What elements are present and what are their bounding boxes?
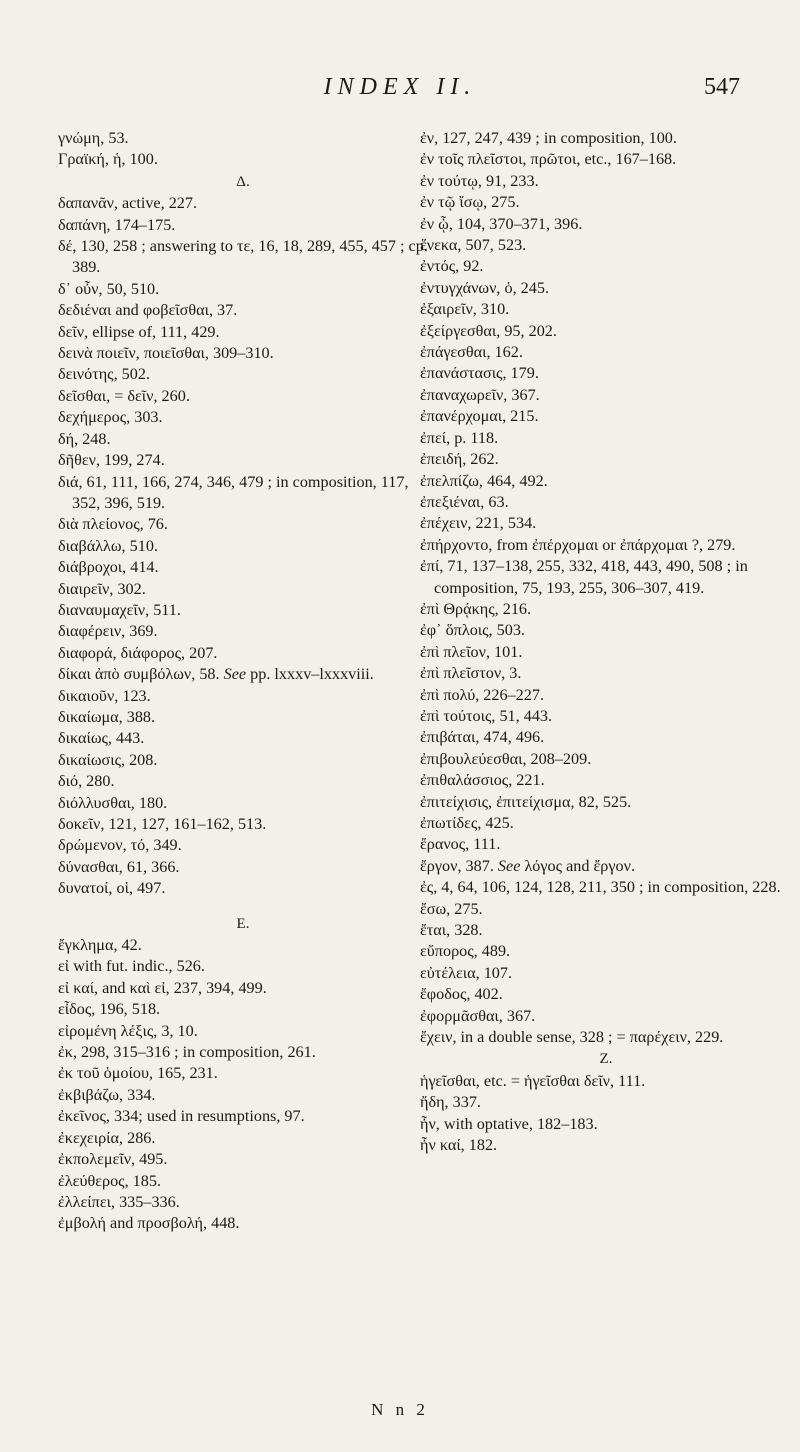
entry-text: ἐξαιρεῖν, 310. (420, 300, 510, 319)
entry-text: δικαίωμα, 388. (58, 707, 156, 726)
entry-text: δοκεῖν, 121, 127, 161–162, 513. (58, 815, 267, 833)
entry-text: ἦν, with optative, 182–183. (420, 1114, 598, 1133)
index-entry (58, 956, 428, 977)
entry-text: ἔφοδος, 402. (420, 985, 503, 1004)
entry-text: ἤδη, 337. (420, 1093, 481, 1112)
entry-text: ἐντυγχάνων, ὁ, 245. (420, 278, 550, 297)
entry-text: ἐπαναχωρεῖν, 367. (420, 385, 540, 404)
index-entry (420, 599, 792, 620)
index-entry (58, 407, 428, 428)
entry-text: ἐπειδή, 262. (420, 450, 499, 469)
entry-text: ἐπάγεσθαι, 162. (420, 343, 523, 362)
page-number: 547 (704, 74, 740, 100)
index-entry (58, 429, 428, 450)
entry-text: δικαιοῦν, 123. (58, 686, 151, 705)
index-entry (58, 600, 428, 621)
index-entry (420, 727, 792, 748)
entry-text: ἐν ᾧ, 104, 370–371, 396. (420, 214, 583, 233)
section-letter: Δ. (236, 173, 250, 190)
index-entry (420, 385, 792, 406)
index-entry (420, 984, 792, 1005)
entry-text: ἕνεκα, 507, 523. (420, 236, 527, 255)
left-column (58, 128, 428, 1235)
entry-text: ἐκ, 298, 315–316 ; in composition, 261. (58, 1043, 316, 1062)
index-entry (420, 235, 792, 256)
index-entry (58, 536, 428, 557)
entry-text: ἐκβιβάζω, 334. (58, 1085, 156, 1104)
index-entry (58, 364, 428, 385)
entry-text: ἔται, 328. (420, 921, 483, 940)
entry-text: ἐκεχειρία, 286. (58, 1128, 156, 1147)
index-entry (58, 999, 428, 1020)
index-entry (58, 1063, 428, 1084)
entry-text: διαιρεῖν, 302. (58, 579, 146, 598)
entry-text: δυνατοί, οἱ, 497. (58, 879, 166, 898)
index-entry (58, 814, 428, 835)
running-head: INDEX II. (323, 74, 477, 100)
index-entry (420, 685, 792, 706)
index-entry (420, 535, 792, 556)
entry-text: ἐπὶ τούτοις, 51, 443. (420, 706, 553, 725)
entry-text: δ᾽ οὖν, 50, 510. (58, 279, 160, 298)
cross-reference-label: See (497, 856, 521, 875)
index-entry (420, 256, 792, 277)
entry-text: γνώμη, 53. (58, 129, 129, 147)
entry-text: δεινότης, 502. (58, 365, 150, 384)
entry-text: δίκαι ἀπὸ συμβόλων, 58. (58, 665, 220, 684)
index-entry (420, 149, 792, 170)
entry-text: ἐπὶ Θρᾴκης, 216. (420, 599, 532, 618)
index-entry (420, 941, 792, 962)
index-entry (58, 728, 428, 749)
index-entry (420, 813, 792, 834)
entry-text: ἐπελπίζω, 464, 492. (420, 471, 548, 490)
index-entry (420, 214, 792, 235)
index-entry (420, 706, 792, 727)
entry-text: εἰ with fut. indic., 526. (58, 957, 205, 976)
index-entry (420, 920, 792, 941)
index-entry (420, 642, 792, 663)
entry-text: διόλλυσθαι, 180. (58, 793, 168, 812)
entry-text: δαπανᾶν, active, 227. (58, 194, 198, 213)
entry-text: ἐπὶ πλεῖον, 101. (420, 642, 523, 661)
index-entry (58, 621, 428, 642)
entry-text: διαφέρειν, 369. (58, 622, 158, 641)
index-entry (58, 1085, 428, 1106)
index-entry (58, 236, 428, 279)
entry-text: δεχήμερος, 303. (58, 408, 163, 427)
entry-text: ἐν, 127, 247, 439 ; in composition, 100. (420, 129, 677, 147)
entry-text: ἐπιβουλεύεσθαι, 208–209. (420, 749, 592, 768)
index-entry (420, 278, 792, 299)
entry-text: ἐπιβάται, 474, 496. (420, 728, 545, 747)
index-entry (420, 1135, 792, 1156)
section-letter: Ζ. (599, 1051, 613, 1068)
index-entry (58, 514, 428, 535)
entry-text: ἐφ᾽ ὅπλοις, 503. (420, 621, 525, 640)
index-entry (58, 1128, 428, 1149)
index-entry (420, 792, 792, 813)
entry-text: ἐπιτείχισις, ἐπιτείχισμα, 82, 525. (420, 792, 632, 811)
entry-text: ἐπωτίδες, 425. (420, 814, 514, 832)
index-entry (58, 1171, 428, 1192)
index-entry (420, 406, 792, 427)
entry-text: ἐν τοῖς πλεῖστοι, πρῶτοι, etc., 167–168. (420, 150, 677, 169)
index-entry (58, 1106, 428, 1127)
index-entry (420, 963, 792, 984)
index-entry (58, 771, 428, 792)
entry-text: ἐπιθαλάσσιος, 221. (420, 771, 545, 790)
entry-text: ἐκ τοῦ ὁμοίου, 165, 231. (58, 1064, 218, 1083)
entry-text: δή, 248. (58, 429, 111, 448)
entry-text: ἐπεί, p. 118. (420, 428, 499, 447)
entry-text: ἐμβολή and προσβολή, 448. (58, 1214, 240, 1233)
index-entry (420, 1114, 792, 1135)
entry-text: διὰ πλείονος, 76. (58, 515, 168, 534)
entry-text: ἐν τούτῳ, 91, 233. (420, 171, 539, 190)
index-entry (58, 978, 428, 999)
index-entry (58, 878, 428, 899)
entry-text: δεινὰ ποιεῖν, ποιεῖσθαι, 309–310. (58, 344, 274, 363)
right-column (420, 128, 792, 1157)
cross-reference-target: λόγος and ἔργον. (524, 856, 635, 875)
section-letter: Ε. (236, 915, 250, 932)
index-entry (58, 386, 428, 407)
entry-text: ἔχειν, in a double sense, 328 ; = παρέχειν, 229. (420, 1028, 724, 1047)
index-entry (420, 428, 792, 449)
entry-text: ἐς, 4, 64, 106, 124, 128, 211, 350 ; in composition, 228. (420, 878, 781, 897)
index-entry (420, 492, 792, 513)
index-entry (420, 321, 792, 342)
entry-text: ἔγκλημα, 42. (58, 936, 142, 955)
entry-text: δρώμενον, τό, 349. (58, 836, 182, 855)
index-entry (420, 556, 792, 599)
index-entry (420, 620, 792, 641)
entry-text: εἰρομένη λέξις, 3, 10. (58, 1021, 198, 1040)
index-entry (420, 1006, 792, 1027)
index-entry (420, 749, 792, 770)
index-entry (58, 193, 428, 214)
index-entry (58, 1149, 428, 1170)
entry-text: ἐπέχειν, 221, 534. (420, 514, 537, 533)
entry-text: δικαίως, 443. (58, 729, 145, 748)
index-entry (58, 300, 428, 321)
index-entry (420, 299, 792, 320)
index-entry (58, 857, 428, 878)
index-entry (58, 343, 428, 364)
entry-text: διαβάλλω, 510. (58, 536, 158, 555)
entry-text: ἐπὶ πολύ, 226–227. (420, 685, 545, 704)
entry-text: ἐλεύθερος, 185. (58, 1171, 162, 1190)
entry-text: δεῖσθαι, = δεῖν, 260. (58, 386, 190, 405)
entry-text: ἐντός, 92. (420, 257, 484, 276)
index-entry (58, 1042, 428, 1063)
index-entry (420, 834, 792, 855)
index-entry (58, 935, 428, 956)
index-entry (58, 579, 428, 600)
index-entry (420, 1071, 792, 1092)
entry-text: ἐπί, 71, 137–138, 255, 332, 418, 443, 490, 508 ; in composition, 75, 193, 255, 306–307, 419. (420, 557, 748, 597)
index-entry (58, 643, 428, 664)
index-entry (58, 1021, 428, 1042)
entry-text: δαπάνη, 174–175. (58, 215, 176, 234)
index-entry (420, 1027, 792, 1048)
index-entry (58, 128, 428, 149)
index-entry (420, 363, 792, 384)
index-entry (58, 557, 428, 578)
entry-text: ἐπανέρχομαι, 215. (420, 407, 539, 426)
index-entry (420, 770, 792, 791)
entry-text: ἐπὶ πλεῖστον, 3. (420, 664, 522, 683)
index-entry (58, 1213, 428, 1234)
entry-text: διάβροχοι, 414. (58, 558, 159, 577)
index-entry (420, 471, 792, 492)
entry-text: ἐφορμᾶσθαι, 367. (420, 1006, 536, 1025)
cross-reference-target: pp. lxxxv–lxxxviii. (250, 665, 374, 684)
entry-text: ἐκπολεμεῖν, 495. (58, 1150, 168, 1169)
index-entry (420, 877, 792, 898)
entry-text: διαναυμαχεῖν, 511. (58, 600, 181, 619)
index-entry (420, 449, 792, 470)
printer-signature: N n 2 (371, 1400, 429, 1419)
entry-text: εἶδος, 196, 518. (58, 1000, 161, 1019)
entry-text: δύνασθαι, 61, 366. (58, 857, 180, 876)
index-entry (420, 899, 792, 920)
index-entry (420, 342, 792, 363)
index-entry (420, 128, 792, 149)
entry-text: διό, 280. (58, 772, 115, 791)
entry-text: ἐξείργεσθαι, 95, 202. (420, 321, 557, 340)
index-entry (58, 215, 428, 236)
entry-text: ἐν τῷ ἴσῳ, 275. (420, 193, 520, 212)
entry-text: ἔρανος, 111. (420, 835, 501, 854)
index-entry (58, 835, 428, 856)
index-entry (58, 750, 428, 771)
entry-text: δῆθεν, 199, 274. (58, 451, 165, 470)
entry-text: διαφορά, διάφορος, 207. (58, 643, 218, 662)
entry-text: ἔργον, 387. (420, 856, 494, 875)
entry-text: ἦν καί, 182. (420, 1136, 498, 1155)
entry-text: δικαίωσις, 208. (58, 750, 158, 769)
entry-text: δεδιέναι and φοβεῖσθαι, 37. (58, 301, 238, 320)
entry-text: ἐκεῖνος, 334; used in resumptions, 97. (58, 1107, 305, 1126)
index-entry (58, 472, 428, 515)
entry-text: διά, 61, 111, 166, 274, 346, 479 ; in composition, 117, 352, 396, 519. (58, 472, 409, 512)
index-entry (420, 513, 792, 534)
cross-reference-label: See (223, 665, 247, 684)
index-entry (420, 663, 792, 684)
entry-text: δεῖν, ellipse of, 111, 429. (58, 322, 220, 341)
index-entry (420, 192, 792, 213)
entry-text: ἐπανάστασις, 179. (420, 364, 539, 383)
index-entry (58, 707, 428, 728)
entry-text: ἐλλείπει, 335–336. (58, 1192, 180, 1211)
index-entry (420, 1092, 792, 1113)
index-entry (58, 322, 428, 343)
entry-text: ἐπήρχοντο, from ἐπέρχομαι or ἐπάρχομαι ?, 279. (420, 535, 736, 554)
page-header (0, 68, 800, 108)
index-entry (58, 664, 428, 685)
entry-text: εὐτέλεια, 107. (420, 963, 513, 982)
entry-text: ἐπεξιέναι, 63. (420, 492, 509, 511)
entry-text: Γραϊκή, ἡ, 100. (58, 150, 158, 169)
index-entry (58, 793, 428, 814)
entry-text: ἡγεῖσθαι, etc. = ἡγεῖσθαι δεῖν, 111. (420, 1071, 646, 1090)
index-entry (58, 149, 428, 170)
index-entry (420, 856, 792, 877)
entry-text: εὔπορος, 489. (420, 942, 511, 961)
index-entry (58, 450, 428, 471)
entry-text: δέ, 130, 258 ; answering to τε, 16, 18, 289, 455, 457 ; cp. 389. (58, 237, 428, 277)
entry-text: ἔσω, 275. (420, 899, 483, 918)
index-entry (58, 1192, 428, 1213)
entry-text: εἰ καί, and καὶ εἰ, 237, 394, 499. (58, 978, 267, 997)
index-entry (420, 171, 792, 192)
index-entry (58, 686, 428, 707)
index-entry (58, 279, 428, 300)
